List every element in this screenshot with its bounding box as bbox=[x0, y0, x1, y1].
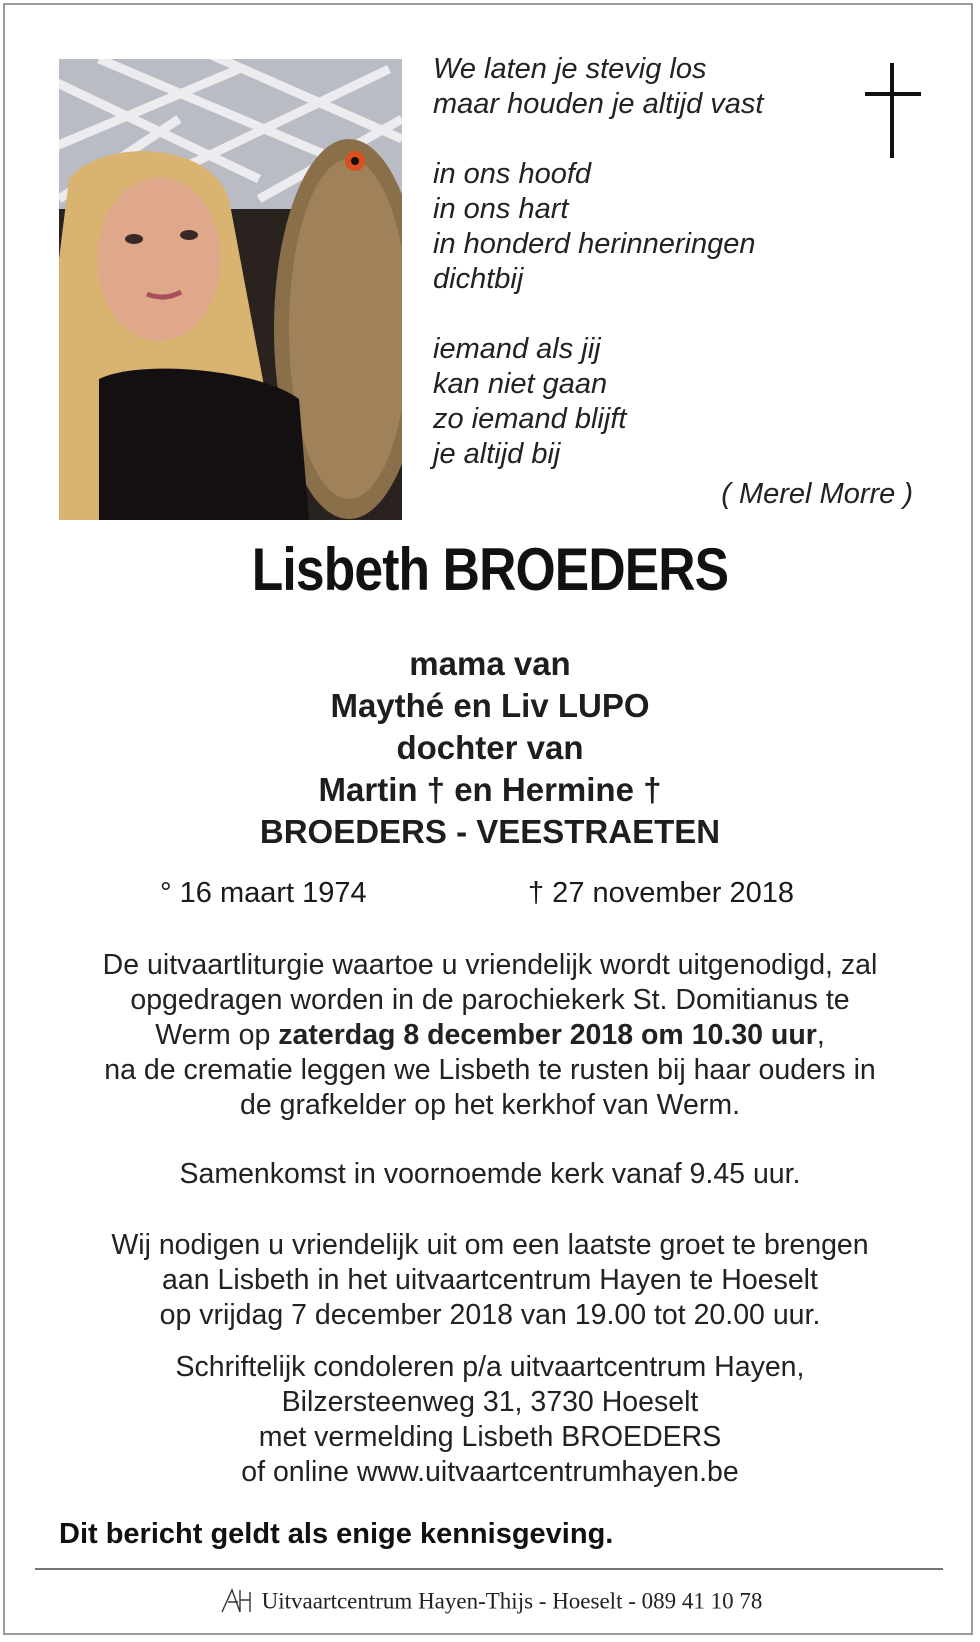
gathering-paragraph bbox=[40, 1157, 940, 1192]
family-line: Martin † en Hermine † bbox=[318, 771, 662, 808]
poem bbox=[433, 52, 763, 472]
poem-line: iemand als jij bbox=[433, 333, 601, 365]
family-line: BROEDERS - VEESTRAETEN bbox=[259, 813, 721, 850]
poem-line: in ons hart bbox=[433, 193, 569, 225]
text-fragment: Werm op bbox=[155, 1019, 279, 1051]
poem-line: zo iemand blijft bbox=[433, 403, 627, 435]
footer bbox=[0, 1586, 980, 1620]
birth-date: ° 16 maart 1974 bbox=[160, 877, 367, 909]
farewell-paragraph bbox=[40, 1228, 940, 1333]
poem-line: in ons hoofd bbox=[433, 158, 592, 190]
text-line: Schriftelijk condoleren p/a uitvaartcentrum Hayen, bbox=[175, 1351, 805, 1383]
death-date: † 27 november 2018 bbox=[528, 877, 795, 909]
footer-text: Uitvaartcentrum Hayen-Thijs - Hoeselt - 089 41 10 78 bbox=[261, 1588, 763, 1614]
poem-line: in honderd herinneringen bbox=[433, 228, 756, 260]
poem-author: ( Merel Morre ) bbox=[721, 478, 913, 510]
text-line: Wij nodigen u vriendelijk uit om een laatste groet te brengen bbox=[111, 1229, 869, 1261]
poem-line: kan niet gaan bbox=[433, 368, 608, 400]
family-line: Maythé en Liv LUPO bbox=[330, 687, 650, 724]
text-line: Samenkomst in voornoemde kerk vanaf 9.45 uur. bbox=[179, 1158, 801, 1190]
portrait-photo bbox=[59, 59, 402, 520]
text-line: opgedragen worden in de parochiekerk St. Domitianus te bbox=[130, 984, 850, 1016]
text-line: op vrijdag 7 december 2018 van 19.00 tot 20.00 uur. bbox=[159, 1299, 821, 1331]
poem-gap bbox=[433, 122, 763, 157]
service-datetime: zaterdag 8 december 2018 om 10.30 uur bbox=[278, 1019, 817, 1051]
poem-gap bbox=[433, 297, 763, 332]
deceased-name: Lisbeth BROEDERS bbox=[251, 536, 729, 603]
text-fragment: , bbox=[816, 1019, 825, 1051]
funeral-home-logo-icon bbox=[218, 1586, 254, 1620]
text-line bbox=[40, 1018, 940, 1053]
poem-line: je altijd bij bbox=[433, 438, 561, 470]
family-relations bbox=[0, 643, 980, 853]
divider bbox=[35, 1568, 943, 1570]
condolence-url: of online www.uitvaartcentrumhayen.be bbox=[241, 1456, 739, 1488]
text-line: aan Lisbeth in het uitvaartcentrum Hayen te Hoeselt bbox=[162, 1264, 818, 1296]
poem-line: dichtbij bbox=[433, 263, 524, 295]
liturgy-paragraph bbox=[40, 948, 940, 1123]
notice-statement: Dit bericht geldt als enige kennisgeving. bbox=[59, 1518, 614, 1550]
text-line: met vermelding Lisbeth BROEDERS bbox=[258, 1421, 722, 1453]
condolence-paragraph bbox=[40, 1350, 940, 1490]
text-line: de grafkelder op het kerkhof van Werm. bbox=[239, 1089, 741, 1121]
poem-line: maar houden je altijd vast bbox=[433, 88, 764, 120]
text-line: na de crematie leggen we Lisbeth te rusten bij haar ouders in bbox=[104, 1054, 876, 1086]
text-line: Bilzersteenweg 31, 3730 Hoeselt bbox=[281, 1386, 699, 1418]
family-line: dochter van bbox=[396, 729, 584, 766]
poem-line: We laten je stevig los bbox=[433, 53, 707, 85]
text-line: De uitvaartliturgie waartoe u vriendelijk wordt uitgenodigd, zal bbox=[102, 949, 878, 981]
family-line: mama van bbox=[409, 645, 571, 682]
